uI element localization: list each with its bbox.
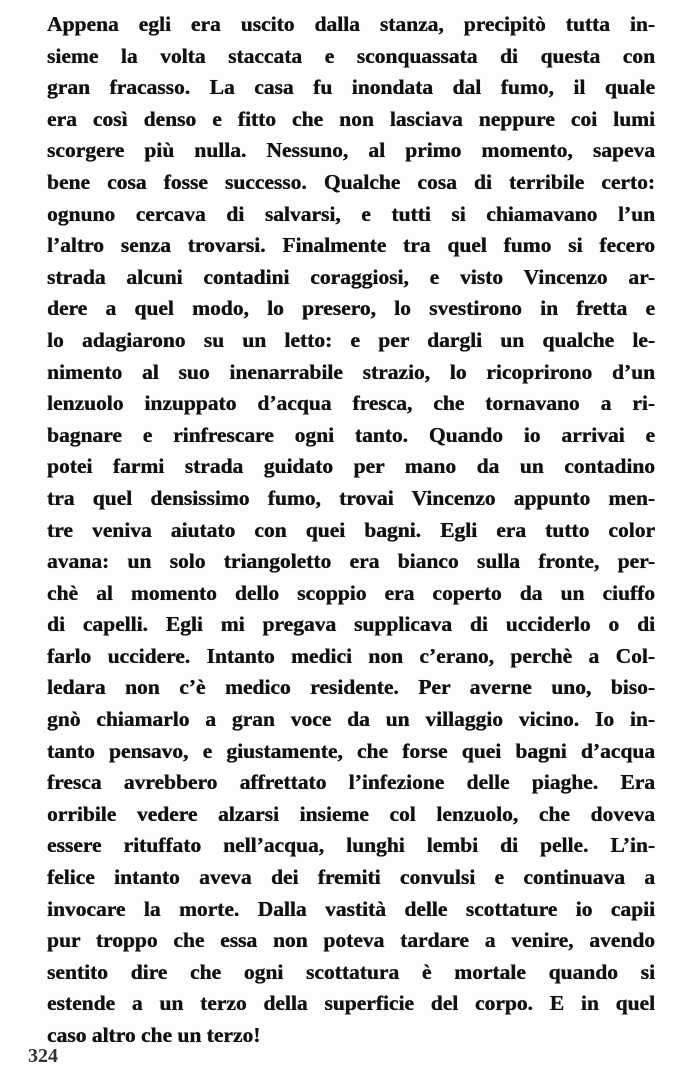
text-line: sieme la volta staccata e sconquassata di questa con — [47, 43, 655, 68]
text-line: lo adagiarono su un letto: e per dargli un qualche le- — [47, 327, 655, 352]
text-line: orribile vedere alzarsi insieme col lenzuolo, che doveva — [47, 801, 655, 826]
body-paragraph — [47, 9, 655, 1052]
text-line: Appena egli era uscito dalla stanza, precipitò tutta in- — [47, 12, 655, 36]
text-line: l’altro senza trovarsi. Finalmente tra quel fumo si fecero — [47, 233, 655, 258]
text-line: invocare la morte. Dalla vastità delle scottature io capii — [47, 896, 655, 921]
text-line: sentito dire che ogni scottatura è mortale quando si — [47, 959, 655, 984]
text-line: bagnare e rinfrescare ogni tanto. Quando io arrivai e — [47, 422, 655, 447]
text-line: farlo uccidere. Intanto medici non c’erano, perchè a Col- — [47, 643, 655, 668]
text-line: di capelli. Egli mi pregava supplicava di ucciderlo o di — [47, 612, 655, 637]
text-line: scorgere più nulla. Nessuno, al primo momento, sapeva — [47, 138, 655, 163]
text-line: gnò chiamarlo a gran voce da un villaggio vicino. Io in- — [47, 707, 655, 732]
text-line-last: caso altro che un terzo! — [47, 1023, 261, 1047]
text-line: lenzuolo inzuppato d’acqua fresca, che tornavano a ri- — [47, 391, 655, 416]
text-line: ognuno cercava di salvarsi, e tutti si chiamavano l’un — [47, 201, 655, 226]
text-line: era così denso e fitto che non lasciava neppure coi lumi — [47, 106, 655, 131]
text-line: chè al momento dello scoppio era coperto da un ciuffo — [47, 580, 655, 605]
text-line: pur troppo che essa non poteva tardare a venire, avendo — [47, 928, 655, 953]
text-line: dere a quel modo, lo presero, lo svestirono in fretta e — [47, 296, 655, 321]
text-line: estende a un terzo della superficie del corpo. E in quel — [47, 991, 655, 1016]
text-line: nimento al suo inenarrabile strazio, lo ricoprirono d’un — [47, 359, 655, 384]
text-line: felice intanto aveva dei fremiti convulsi e continuava a — [47, 865, 655, 890]
text-line: strada alcuni contadini coraggiosi, e visto Vincenzo ar- — [47, 264, 655, 289]
text-line: essere rituffato nell’acqua, lunghi lembi di pelle. L’in- — [47, 833, 655, 858]
text-line: tanto pensavo, e giustamente, che forse quei bagni d’acqua — [47, 738, 655, 763]
text-line: tre veniva aiutato con quei bagni. Egli era tutto color — [47, 517, 655, 542]
text-line: fresca avrebbero affrettato l’infezione delle piaghe. Era — [47, 770, 655, 795]
text-line: gran fracasso. La casa fu inondata dal fumo, il quale — [47, 75, 655, 100]
page-number: 324 — [28, 1045, 58, 1067]
text-line: bene cosa fosse successo. Qualche cosa di terribile certo: — [47, 169, 655, 194]
text-line: potei farmi strada guidato per mano da un contadino — [47, 454, 655, 479]
text-line: ledara non c’è medico residente. Per averne uno, biso- — [47, 675, 655, 700]
text-line: tra quel densissimo fumo, trovai Vincenzo appunto men- — [47, 485, 655, 510]
text-line: avana: un solo triangoletto era bianco sulla fronte, per- — [47, 549, 655, 574]
